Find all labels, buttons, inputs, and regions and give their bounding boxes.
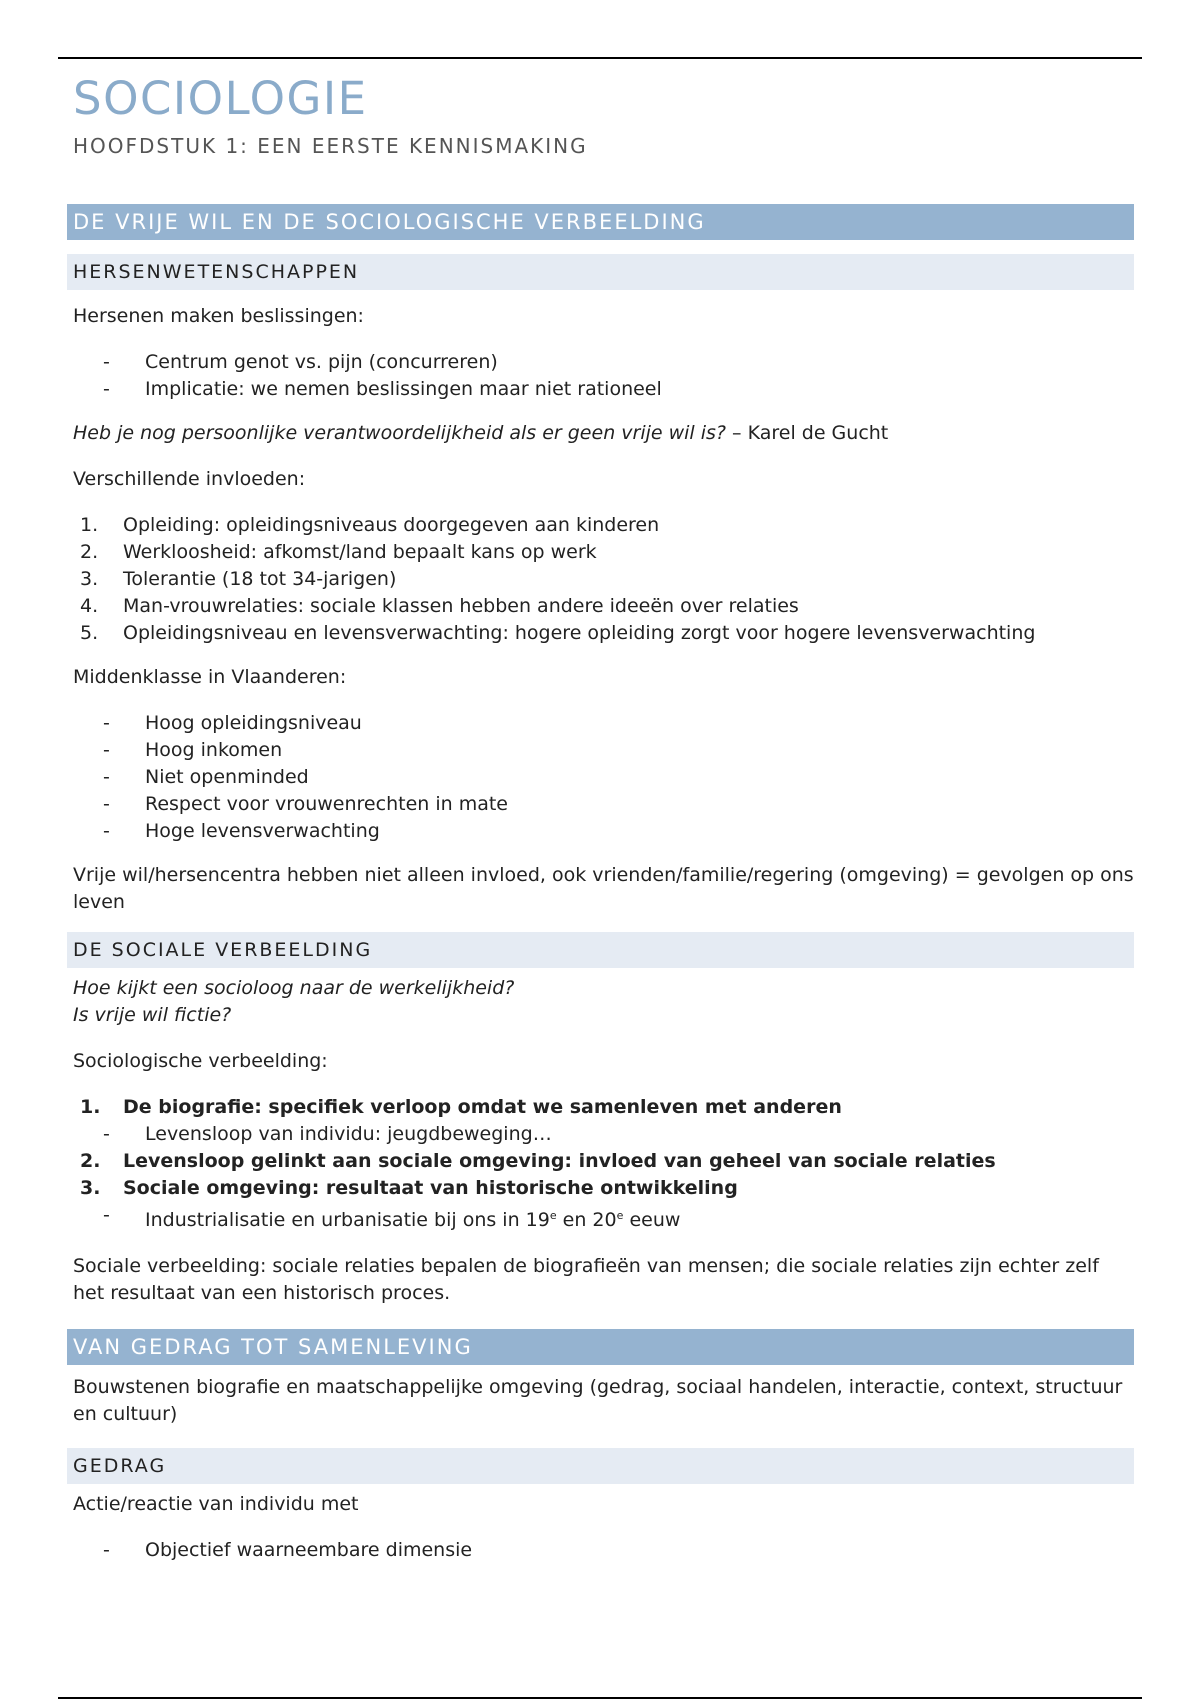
list-item: - Hoog inkomen <box>67 737 1134 764</box>
subitem-text: eeuw <box>623 1209 681 1231</box>
list-item <box>67 539 1134 566</box>
paragraph-gedrag-intro: Actie/reactie van individu met <box>73 1493 359 1515</box>
list-item: - Implicatie: we nemen beslissingen maar niet rationeel <box>67 376 1134 403</box>
list-item <box>67 512 1134 539</box>
subsection-heading-sociale-verbeelding: DE SOCIALE VERBEELDING <box>67 932 1134 968</box>
section-heading-gedrag-samenleving: VAN GEDRAG TOT SAMENLEVING <box>67 1329 1134 1365</box>
list-item: - Respect voor vrouwenrechten in mate <box>67 791 1134 818</box>
list-number: 2. <box>80 541 99 563</box>
list-text: Sociale omgeving: resultaat van historische ontwikkeling <box>123 1177 738 1199</box>
list-item <box>67 1148 1134 1175</box>
gedrag-bullet-list <box>67 1537 1134 1564</box>
list-item <box>67 1175 1134 1202</box>
subitem-text: Industrialisatie en urbanisatie bij ons in 19 <box>145 1209 550 1231</box>
list-number: 1. <box>80 1096 101 1118</box>
list-item: - Centrum genot vs. pijn (concurreren) <box>67 349 1134 376</box>
list-subitem <box>67 1202 1134 1234</box>
document-body <box>67 60 1134 1564</box>
paragraph-sociologische-intro: Sociologische verbeelding: <box>73 1050 328 1072</box>
quote-author: – Karel de Gucht <box>726 422 889 444</box>
paragraph-sociale-verbeelding-conclusion: Sociale verbeelding: sociale relaties bepalen de biografieën van mensen; die sociale relaties zijn echter zelf het resultaat van een historisch proces. <box>73 1255 1099 1304</box>
list-text: Levensloop gelinkt aan sociale omgeving: invloed van geheel van sociale relaties <box>123 1150 996 1172</box>
list-item: - Objectief waarneembare dimensie <box>67 1537 1134 1564</box>
section-heading-vrije-wil: DE VRIJE WIL EN DE SOCIOLOGISCHE VERBEELDING <box>67 204 1134 240</box>
list-text: Tolerantie (18 tot 34-jarigen) <box>123 568 397 590</box>
middenklasse-bullet-list <box>67 710 1134 845</box>
subitem-text: en 20 <box>556 1209 617 1231</box>
subsection-heading-hersenwetenschappen: HERSENWETENSCHAPPEN <box>67 254 1134 290</box>
subsection-heading-gedrag: GEDRAG <box>67 1448 1134 1484</box>
list-item: - Niet openminded <box>67 764 1134 791</box>
list-number: 3. <box>80 1177 101 1199</box>
list-item <box>67 566 1134 593</box>
list-item <box>67 593 1134 620</box>
list-number: 5. <box>80 622 99 644</box>
paragraph-bouwstenen: Bouwstenen biografie en maatschappelijke omgeving (gedrag, sociaal handelen, interactie, context, structuur en cultuur) <box>73 1376 1123 1425</box>
list-text: Werkloosheid: afkomst/land bepaalt kans op werk <box>123 541 597 563</box>
list-item <box>67 620 1134 647</box>
top-rule <box>58 57 1142 59</box>
list-item: - Hoge levensverwachting <box>67 818 1134 845</box>
question-vrije-wil: Is vrije wil fictie? <box>73 1004 232 1026</box>
superscript: e <box>549 1209 557 1222</box>
quote-text: Heb je nog persoonlijke verantwoordelijkheid als er geen vrije wil is? <box>73 422 727 444</box>
hersenen-bullet-list <box>67 349 1134 403</box>
list-item: - Hoog opleidingsniveau <box>67 710 1134 737</box>
paragraph-middenklasse-intro: Middenklasse in Vlaanderen: <box>73 666 347 688</box>
list-text: De biografie: specifiek verloop omdat we samenleven met anderen <box>123 1096 842 1118</box>
document-title: SOCIOLOGIE <box>73 72 368 125</box>
list-text: Opleiding: opleidingsniveaus doorgegeven aan kinderen <box>123 514 660 536</box>
paragraph-influences-intro: Verschillende invloeden: <box>73 468 306 490</box>
verbeelding-numbered-list <box>67 1094 1134 1234</box>
superscript: e <box>616 1209 624 1222</box>
influences-numbered-list <box>67 512 1134 647</box>
document-subtitle: HOOFDSTUK 1: EEN EERSTE KENNISMAKING <box>73 134 588 158</box>
paragraph-vrije-wil-conclusion: Vrije wil/hersencentra hebben niet alleen invloed, ook vrienden/familie/regering (omgeving) = gevolgen op ons leven <box>73 864 1134 913</box>
paragraph-hersenen-intro: Hersenen maken beslissingen: <box>73 305 364 327</box>
list-text: Opleidingsniveau en levensverwachting: hogere opleiding zorgt voor hogere levensverwachting <box>123 622 1036 644</box>
question-werkelijkheid: Hoe kijkt een socioloog naar de werkelijkheid? <box>73 977 515 999</box>
list-number: 3. <box>80 568 99 590</box>
list-item <box>67 1094 1134 1121</box>
paragraph-quote <box>73 420 1134 447</box>
bottom-rule <box>58 1697 1142 1699</box>
list-subitem: - Levensloop van individu: jeugdbeweging… <box>67 1121 1134 1148</box>
list-number: 1. <box>80 514 99 536</box>
list-text: Man-vrouwrelaties: sociale klassen hebben andere ideeën over relaties <box>123 595 799 617</box>
list-number: 2. <box>80 1150 101 1172</box>
list-number: 4. <box>80 595 99 617</box>
